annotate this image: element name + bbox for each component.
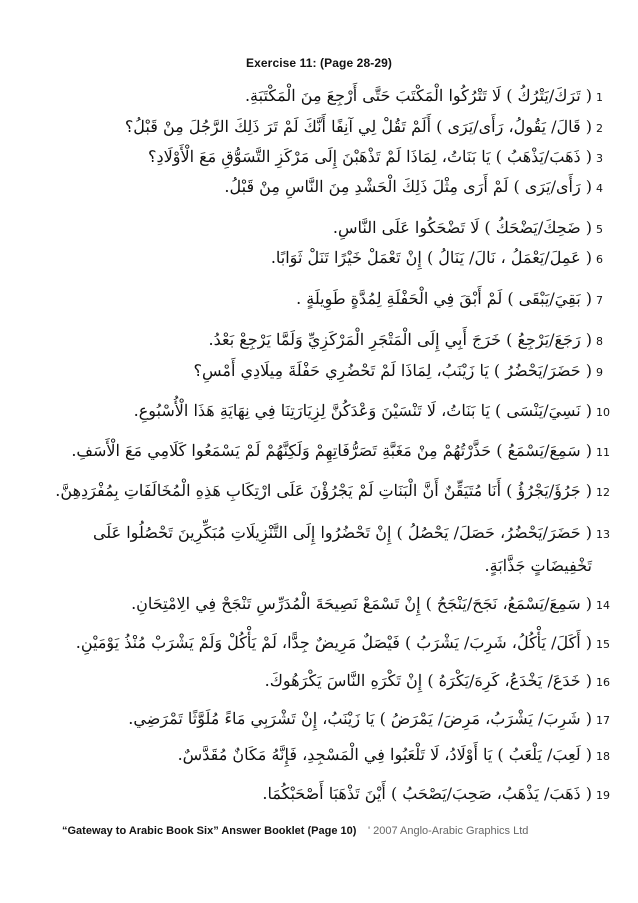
line-number: 15 (596, 638, 610, 651)
exercise-line (224, 177, 614, 196)
exercise-line (125, 117, 614, 136)
exercise-line (178, 745, 614, 764)
exercise-line (93, 523, 614, 542)
exercise-line-continuation (485, 556, 592, 575)
exercise-line (245, 86, 614, 105)
arabic-sentence: ( سَمِعَ/يَسْمَعُ ) حَذَّرْتُهُمْ مِنْ مَغَبَّةِ تَصَرُّفَاتِهِمْ وَلَكِنَّهُمْ لَمْ يَسْمَعُوا كَلَامِي مَعَ الْأَسَفِ. (71, 441, 592, 460)
arabic-sentence: ( ذَهَبَ/يَذْهَبُ ) يَا بَنَاتُ، لِمَاذَا لَمْ تَذْهَبْنَ إِلَى مَرْكَزِ التَّسَوُّقِ مَعَ الْأَوْلَادِ؟ (147, 147, 592, 166)
page-title: Exercise 11: (Page 28-29) (246, 56, 392, 70)
arabic-sentence: ( أَكَلَ/ يَأْكُلُ، شَرِبَ/ يَشْرَبُ ) فَيْصَلٌ مَرِيضٌ جِدًّا، لَمْ يَأْكُلْ وَلَمْ يَشْرَبْ مُنْذُ يَوْمَيْنِ. (75, 633, 592, 652)
exercise-line (265, 671, 614, 690)
arabic-sentence: ( ضَحِكَ/يَضْحَكُ ) لَا تَضْحَكُوا عَلَى النَّاسِ. (332, 218, 592, 237)
exercise-line (271, 248, 614, 267)
exercise-line (71, 441, 614, 460)
arabic-sentence: ( جَرُؤَ/يَجْرُؤُ ) أَنَا مُتَيَقِّنٌ أَنَّ الْبَنَاتِ لَمْ يَجْرُؤْنَ عَلَى ارْتِكَابِ هَذِهِ الْمُخَالَفَاتِ بِمُفْرَدِهِنَّ. (55, 481, 592, 500)
arabic-sentence: ( ذَهَبَ/ يَذْهَبُ، صَحِبَ/يَصْحَبُ ) أَيْنَ تَذْهَبَا أَصْحَبْكُمَا. (262, 784, 592, 803)
exercise-line (134, 401, 614, 420)
line-number: 13 (596, 528, 610, 541)
line-number: 1 (596, 91, 603, 104)
footer-copyright: ' 2007 Anglo-Arabic Graphics Ltd (367, 825, 529, 837)
line-number: 19 (596, 789, 610, 802)
arabic-sentence: ( رَجَعَ/يَرْجِعُ ) خَرَجَ أَبِي إِلَى الْمَتْجَرِ الْمَرْكَزِيِّ وَلَمَّا يَرْجِعْ بَعْدُ. (208, 330, 592, 349)
exercise-line (131, 594, 614, 613)
footer-source: “Gateway to Arabic Book Six” Answer Booklet (Page 10) (62, 825, 357, 837)
line-number: 14 (596, 599, 610, 612)
line-number: 9 (596, 366, 603, 379)
arabic-sentence: ( خَدَعَ/ يَخْدَعُ، كَرِهَ/يَكْرَهُ ) إِنْ تَكْرَهِ النَّاسَ يَكْرَهُوكَ. (264, 671, 592, 690)
line-number: 5 (596, 223, 603, 236)
footer (62, 824, 582, 837)
line-number: 3 (596, 152, 603, 165)
arabic-sentence-continuation: تَخْفِيضَاتٍ جَذَّابَةٍ. (484, 556, 592, 575)
exercise-line (76, 633, 614, 652)
line-number: 8 (596, 335, 603, 348)
arabic-sentence: ( نَسِيَ/يَنْسَى ) يَا بَنَاتُ، لَا تَنْسَيْنَ وَعْدَكُنَّ لِزِيَارَتِنَا فِي نِهَايَةِ هَذَا الْأُسْبُوعِ. (133, 401, 592, 420)
arabic-sentence: ( عَمِلَ/يَعْمَلُ ، نَالَ/ يَنَالُ ) إِنْ تَعْمَلْ خَيْرًا تَنَلْ ثَوَابًا. (270, 248, 592, 267)
exercise-line (194, 361, 614, 380)
arabic-sentence: ( حَضَرَ/يَحْضُرُ ) يَا زَيْنَبُ، لِمَاذَا لَمْ تَحْضُرِي حَفْلَةَ مِيلَادِي أَمْسِ؟ (193, 361, 592, 380)
arabic-sentence: ( حَضَرَ/يَحْضُرُ، حَصَلَ/ يَحْصُلُ ) إِنْ تَحْضُرُوا إِلَى التَّنْزِيلَاتِ مُبَكِّرِينَ تَحْصُلُوا عَلَى (92, 523, 592, 542)
exercise-line (333, 218, 614, 237)
exercise-line (128, 709, 614, 728)
exercise-line (296, 289, 614, 308)
exercise-line (209, 330, 614, 349)
line-number: 4 (596, 182, 603, 195)
line-number: 2 (596, 122, 603, 135)
arabic-sentence: ( سَمِعَ/يَسْمَعُ، نَجَحَ/يَنْجَحُ ) إِنْ تَسْمَعْ نَصِيحَةَ الْمُدَرِّسِ تَنْجَحْ فِي الِامْتِحَانِ. (131, 594, 592, 613)
exercise-line (55, 481, 614, 500)
line-number: 6 (596, 253, 603, 266)
line-number: 16 (596, 676, 610, 689)
exercise-line (148, 147, 614, 166)
arabic-sentence: ( تَرَكَ/يَتْرُكُ ) لَا تَتْرُكُوا الْمَكْتَبَ حَتَّى أَرْجِعَ مِنَ الْمَكْتَبَةِ. (244, 86, 592, 105)
arabic-sentence: ( رَأَى/يَرَى ) لَمْ أَرَى مِثْلَ ذَلِكَ الْحَشْدِ مِنَ النَّاسِ مِنْ قَبْلُ. (224, 177, 592, 196)
line-number: 11 (596, 446, 610, 459)
arabic-sentence: ( شَرِبَ/ يَشْرَبُ، مَرِضَ/ يَمْرَضُ ) يَا زَيْنَبُ، إِنْ تَشْرَبِي مَاءً مُلَوَّثًا تَمْرَضِي. (128, 709, 592, 728)
arabic-sentence: ( بَقِيَ/يَبْقَى ) لَمْ أَبْقَ فِي الْحَفْلَةِ لِمُدَّةٍ طَوِيلَةٍ . (296, 289, 592, 308)
line-number: 17 (596, 714, 610, 727)
line-number: 7 (596, 294, 603, 307)
line-number: 10 (596, 406, 610, 419)
arabic-sentence: ( قَالَ/ يَقُولُ، رَأَى/يَرَى ) أَلَمْ تَقُلْ لِي آنِفًا أَنَّكَ لَمْ تَرَ ذَلِكَ الرَّجُلَ مِنْ قَبْلُ؟ (124, 117, 592, 136)
exercise-line (262, 784, 614, 803)
line-number: 12 (596, 486, 610, 499)
arabic-sentence: ( لَعِبَ/ يَلْعَبُ ) يَا أَوْلَادُ، لَا تَلْعَبُوا فِي الْمَسْجِدِ، فَإِنَّهُ مَكَانٌ مُقَدَّسٌ. (177, 745, 592, 764)
line-number: 18 (596, 750, 610, 763)
